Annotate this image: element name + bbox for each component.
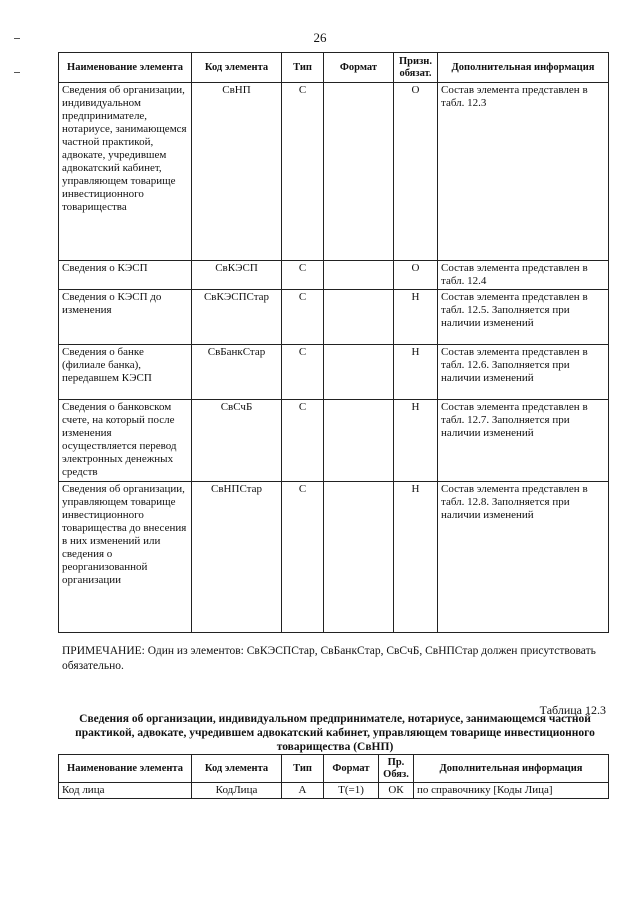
table-row <box>59 83 609 261</box>
cell-format <box>324 290 394 345</box>
table-label: Таблица 12.3 <box>539 703 606 717</box>
col-header-name: Наименование элемента <box>59 53 192 83</box>
col-header-info: Дополнительная информация <box>438 53 609 83</box>
cell-type: А <box>282 783 324 799</box>
table-row <box>59 345 609 400</box>
cell-code: СвКЭСП <box>192 261 282 290</box>
col-header-code: Код элемента <box>192 755 282 783</box>
note-text: ПРИМЕЧАНИЕ: Один из элементов: СвКЭСПСтар, СвБанкСтар, СвСчБ, СвНПСтар должен присутствовать обязательно. <box>62 645 596 672</box>
cell-required: Н <box>394 482 438 633</box>
cell-code: СвСчБ <box>192 400 282 482</box>
cell-code: СвНП <box>192 83 282 261</box>
col-header-required: Призн. обязат. <box>394 53 438 83</box>
cell-type: С <box>282 400 324 482</box>
cell-required: О <box>394 83 438 261</box>
col-header-format: Формат <box>324 755 379 783</box>
cell-type: С <box>282 345 324 400</box>
cell-name: Сведения о банковском счете, на который после изменения осуществляется перевод электронных денежных средств <box>59 400 192 482</box>
cell-type: С <box>282 290 324 345</box>
cell-required: ОК <box>379 783 414 799</box>
table-row <box>59 400 609 482</box>
col-header-name: Наименование элемента <box>59 755 192 783</box>
cell-name: Сведения о КЭСП до изменения <box>59 290 192 345</box>
cell-format: Т(=1) <box>324 783 379 799</box>
cell-required: Н <box>394 345 438 400</box>
col-header-code: Код элемента <box>192 53 282 83</box>
cell-info: Состав элемента представлен в табл. 12.7. Заполняется при наличии изменений <box>438 400 609 482</box>
cell-info: Состав элемента представлен в табл. 12.6. Заполняется при наличии изменений <box>438 345 609 400</box>
cell-name: Сведения об организации, управляющем товарище инвестиционного товарищества до внесения в них изменений или сведения о реорганизованной организации <box>59 482 192 633</box>
cell-required: Н <box>394 290 438 345</box>
cell-name: Код лица <box>59 783 192 799</box>
elements-table <box>58 52 609 633</box>
col-header-required: Пр. Обяз. <box>379 755 414 783</box>
cell-format <box>324 83 394 261</box>
cell-type: С <box>282 83 324 261</box>
cell-format <box>324 345 394 400</box>
cell-code: СвБанкСтар <box>192 345 282 400</box>
cell-name: Сведения о банке (филиале банка), передавшем КЭСП <box>59 345 192 400</box>
col-header-format: Формат <box>324 53 394 83</box>
cell-type: С <box>282 261 324 290</box>
page-number: 26 <box>313 30 327 45</box>
cell-code: СвКЭСПСтар <box>192 290 282 345</box>
cell-info: по справочнику [Коды Лица] <box>414 783 609 799</box>
margin-mark <box>14 72 20 73</box>
col-header-type: Тип <box>282 53 324 83</box>
cell-required: Н <box>394 400 438 482</box>
cell-name: Сведения о КЭСП <box>59 261 192 290</box>
cell-required: О <box>394 261 438 290</box>
table-row <box>59 783 609 799</box>
col-header-info: Дополнительная информация <box>414 755 609 783</box>
cell-type: С <box>282 482 324 633</box>
cell-info: Состав элемента представлен в табл. 12.4 <box>438 261 609 290</box>
cell-format <box>324 400 394 482</box>
cell-info: Состав элемента представлен в табл. 12.8. Заполняется при наличии изменений <box>438 482 609 633</box>
table-row <box>59 290 609 345</box>
cell-code: СвНПСтар <box>192 482 282 633</box>
cell-name: Сведения об организации, индивидуальном предпринимателе, нотариусе, занимающемся частной практикой, адвокате, учредившем адвокатский кабинет, управляющем товарище инвестиционного товарищества <box>59 83 192 261</box>
cell-format <box>324 482 394 633</box>
table-title: Сведения об организации, индивидуальном предпринимателе, нотариусе, занимающемся частной практикой, адвокате, учредившем адвокатский кабинет, управляющем товарище инвестиционного товарищества (СвНП) <box>75 713 595 753</box>
cell-info: Состав элемента представлен в табл. 12.5. Заполняется при наличии изменений <box>438 290 609 345</box>
margin-mark <box>14 38 20 39</box>
cell-info: Состав элемента представлен в табл. 12.3 <box>438 83 609 261</box>
col-header-type: Тип <box>282 755 324 783</box>
cell-format <box>324 261 394 290</box>
table-row <box>59 261 609 290</box>
svnp-table <box>58 754 609 799</box>
cell-code: КодЛица <box>192 783 282 799</box>
table-row <box>59 482 609 633</box>
